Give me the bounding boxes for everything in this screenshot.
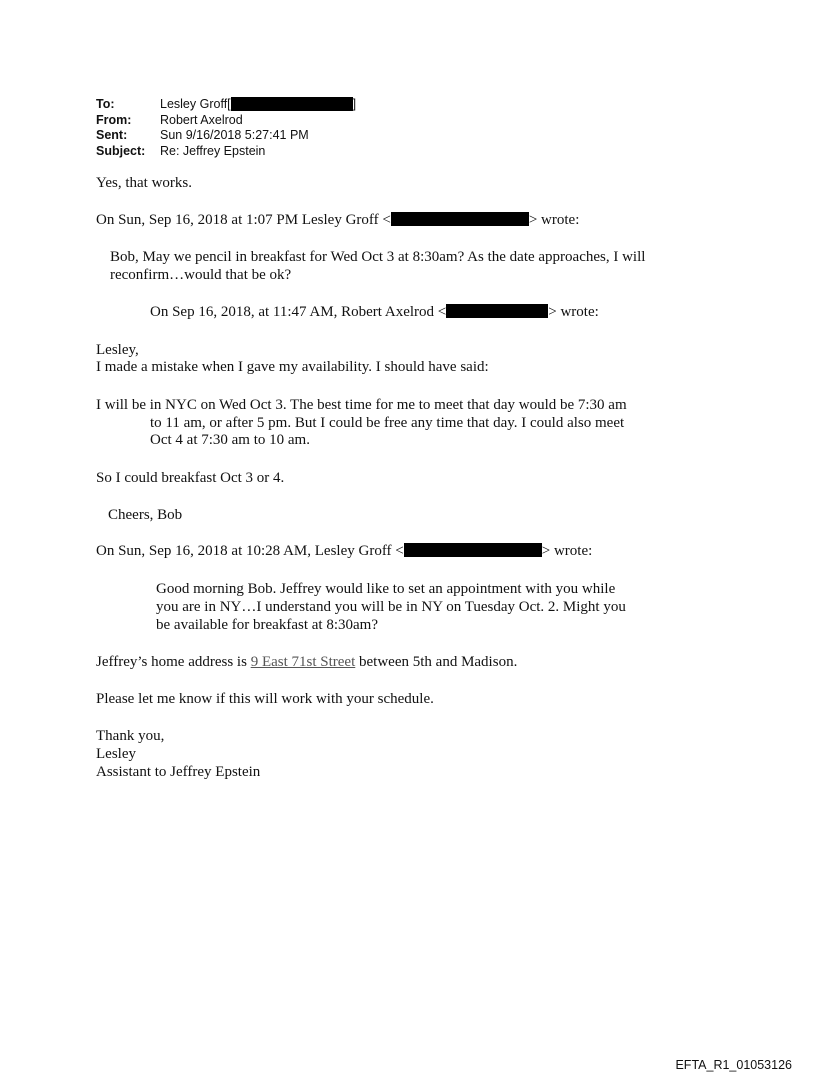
address-post: between 5th and Madison. [355, 654, 518, 670]
lesley-message-1-line-2: reconfirm…would that be ok? [110, 267, 292, 283]
quote-header-3 [96, 542, 592, 560]
quote-header-1-post: > wrote: [528, 212, 580, 228]
from-value: Robert Axelrod [160, 112, 243, 127]
bob-message-line-5: So I could breakfast Oct 3 or 4. [96, 470, 285, 486]
subject-value: Re: Jeffrey Epstein [160, 143, 266, 158]
email-header [96, 97, 356, 159]
to-value: Lesley Groff[ [160, 97, 231, 111]
quote-header-1-pre: On Sun, Sep 16, 2018 at 1:07 PM Lesley Groff < [96, 212, 391, 228]
document-id: EFTA_R1_01053126 [675, 1058, 792, 1072]
subject-row [96, 144, 356, 160]
bob-message-line-3: to 11 am, or after 5 pm. But I could be free any time that day. I could also meet [150, 415, 625, 431]
sent-value: Sun 9/16/2018 5:27:41 PM [160, 128, 309, 142]
to-label: To: [96, 97, 115, 111]
thanks-text: Thank you, [96, 728, 165, 744]
redaction-bar [391, 212, 529, 226]
bob-signoff: Cheers, Bob [108, 507, 183, 523]
redaction-bar [231, 97, 353, 111]
sent-label: Sent: [96, 128, 128, 142]
reply-text: Yes, that works. [96, 175, 192, 191]
quote-header-3-pre: On Sun, Sep 16, 2018 at 10:28 AM, Lesley Groff < [96, 543, 404, 559]
quote-header-2-post: > wrote: [548, 304, 599, 320]
lesley-message-2-line-1: Good morning Bob. Jeffrey would like to set an appointment with you while [156, 581, 616, 597]
signature-title: Assistant to Jeffrey Epstein [96, 764, 261, 780]
address-pre: Jeffrey’s home address is [96, 654, 251, 670]
address-line [96, 653, 517, 671]
bob-message-line-2: I will be in NYC on Wed Oct 3. The best time for me to meet that day would be 7:30 am [96, 397, 627, 413]
schedule-text: Please let me know if this will work with your schedule. [96, 691, 434, 707]
from-label: From: [96, 112, 132, 127]
sent-row [96, 128, 356, 144]
to-row [96, 97, 356, 113]
redaction-bar [446, 304, 548, 318]
subject-label: Subject: [96, 143, 146, 158]
from-row [96, 113, 356, 129]
signature-name: Lesley [96, 746, 136, 762]
address-link[interactable]: 9 East 71st Street [250, 654, 356, 670]
bob-greeting: Lesley, [96, 342, 139, 358]
to-close: ] [352, 97, 357, 111]
quote-header-3-post: > wrote: [541, 543, 593, 559]
quote-header-2 [150, 303, 599, 321]
quote-header-1 [96, 211, 579, 229]
lesley-message-2-line-3: be available for breakfast at 8:30am? [156, 617, 378, 633]
bob-message-line-1: I made a mistake when I gave my availability. I should have said: [96, 359, 489, 375]
lesley-message-2-line-2: you are in NY…I understand you will be in NY on Tuesday Oct. 2. Might you [156, 599, 626, 615]
quote-header-2-pre: On Sep 16, 2018, at 11:47 AM, Robert Axelrod < [150, 304, 447, 320]
redaction-bar [404, 543, 542, 557]
bob-message-line-4: Oct 4 at 7:30 am to 10 am. [150, 432, 310, 448]
lesley-message-1-line-1: Bob, May we pencil in breakfast for Wed Oct 3 at 8:30am? As the date approaches, I will [110, 249, 646, 265]
